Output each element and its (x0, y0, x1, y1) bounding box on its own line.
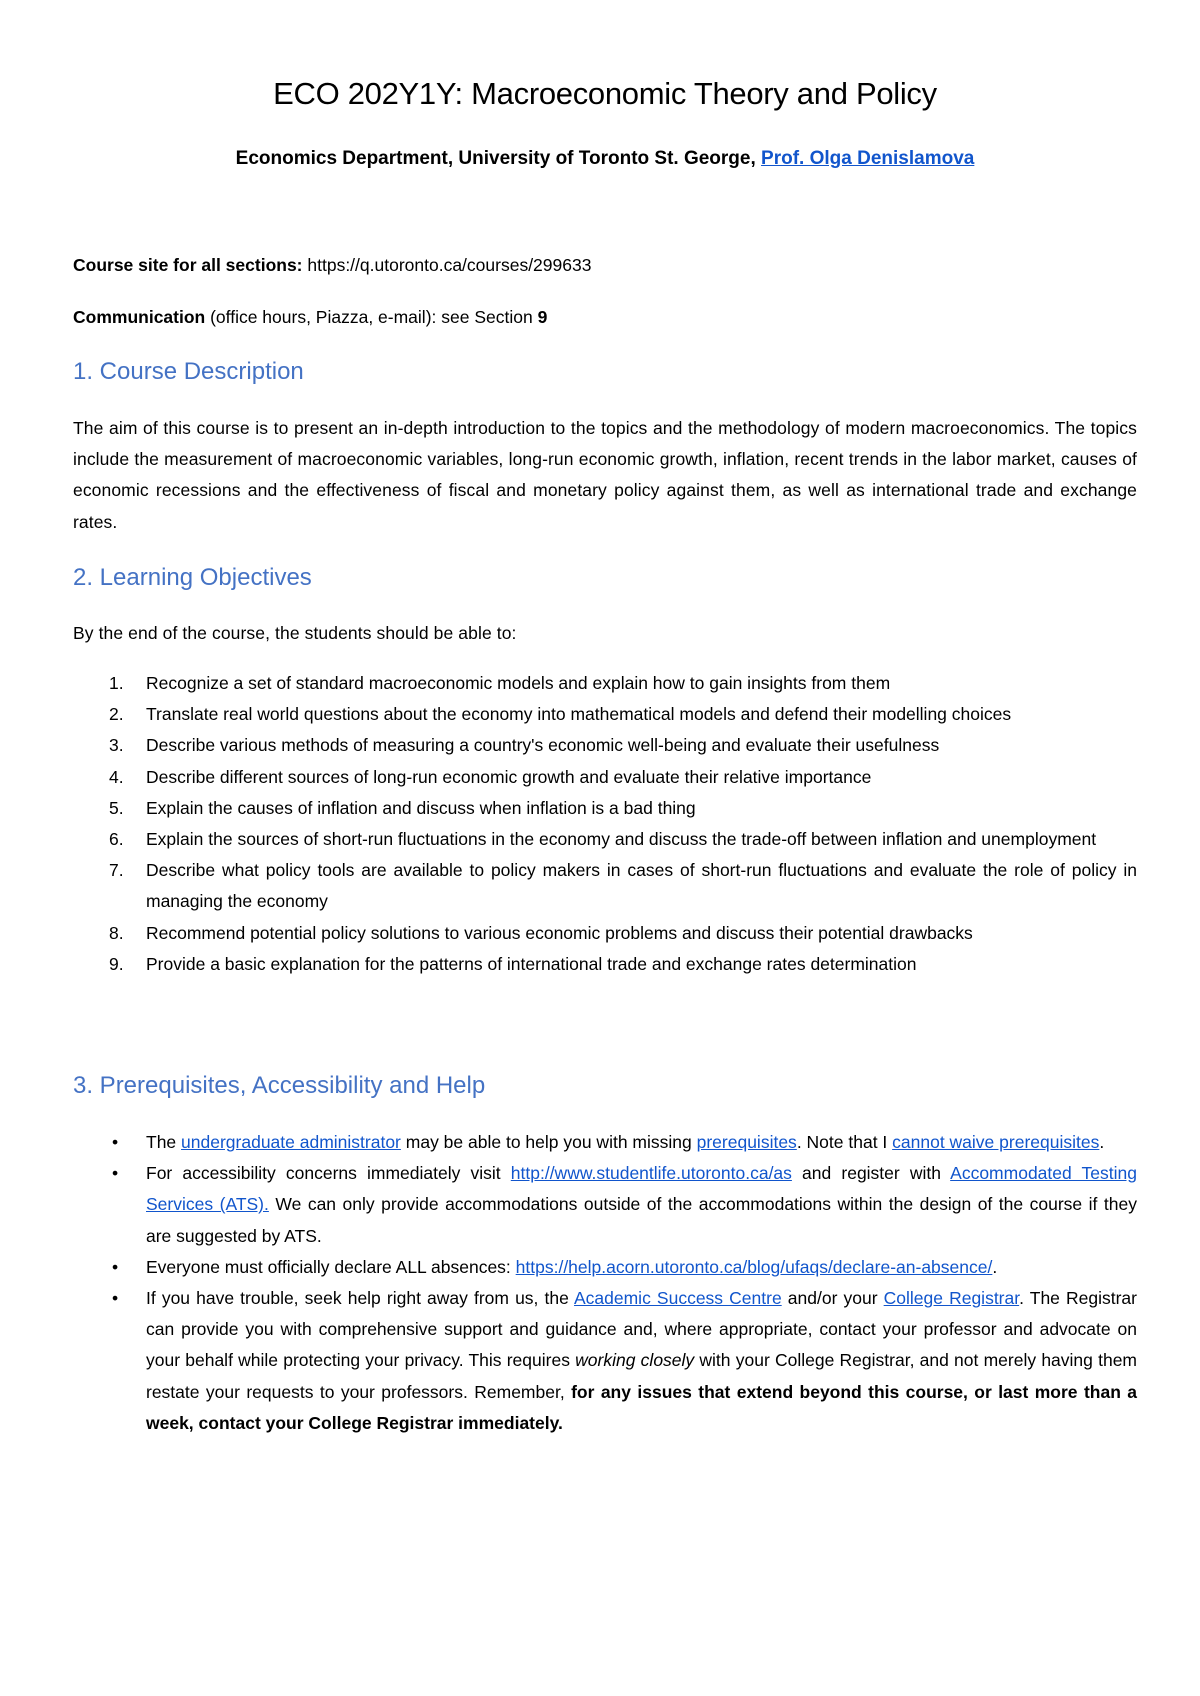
document-title: ECO 202Y1Y: Macroeconomic Theory and Policy (273, 76, 937, 111)
list-item: 7. Describe what policy tools are available to policy makers in cases of short-run fluctuations and evaluate the role of policy in managing the economy (109, 860, 1137, 912)
heading-prerequisites-help: 3. Prerequisites, Accessibility and Help (73, 1072, 486, 1099)
list-item: 6. Explain the sources of short-run fluctuations in the economy and discuss the trade-off between inflation and unemployment (109, 829, 1097, 850)
prerequisites-link[interactable]: prerequisites (696, 1132, 797, 1152)
list-item: • The undergraduate administrator may be able to help you with missing prerequisites. Note that I cannot waive prerequisites. (73, 1127, 1137, 1158)
list-item: 3. Describe various methods of measuring a country's economic well-being and evaluate their usefulness (109, 735, 940, 756)
list-item: 4. Describe different sources of long-run economic growth and evaluate their relative importance (109, 766, 872, 787)
communication-section: 9 (537, 307, 548, 327)
course-site-line (73, 252, 591, 278)
list-item: 8. Recommend potential policy solutions to various economic problems and discuss their potential drawbacks (109, 922, 973, 943)
bullet-icon: • (112, 1132, 119, 1152)
course-site-url: https://q.utoronto.ca/courses/299633 (302, 255, 592, 275)
course-description-text: The aim of this course is to present an in-depth introduction to the topics and the methodology of modern macroeconomics. The topics include the measurement of macroeconomic variables, long-run economic growth, inflation, recent trends in the labor market, causes of economic recessions and the effectiveness of fiscal and monetary policy against them, as well as international trade and exchange rates. (73, 418, 1137, 532)
heading-course-description: 1. Course Description (73, 358, 304, 385)
ats-link[interactable]: Accommodated Testing Services (ATS). (146, 1163, 1138, 1215)
list-item: 5. Explain the causes of inflation and discuss when inflation is a bad thing (109, 797, 696, 818)
heading-learning-objectives: 2. Learning Objectives (73, 564, 312, 591)
professor-link[interactable]: Prof. Olga Denislamova (761, 148, 975, 169)
communication-line (73, 304, 547, 330)
objectives-intro: By the end of the course, the students should be able to: (73, 623, 517, 643)
list-item: • Everyone must officially declare ALL absences: https://help.acorn.utoronto.ca/blog/ufaqs/declare-an-absence/. (73, 1252, 1137, 1283)
communication-label: Communication (73, 307, 206, 327)
declare-absence-link[interactable]: https://help.acorn.utoronto.ca/blog/ufaqs/declare-an-absence/ (515, 1256, 993, 1277)
undergraduate-administrator-link[interactable]: undergraduate administrator (181, 1132, 401, 1152)
studentlife-accessibility-link[interactable]: http://www.studentlife.utoronto.ca/as (510, 1163, 792, 1184)
list-item: 2. Translate real world questions about the economy into mathematical models and defend their modelling choices (109, 704, 1012, 725)
department-text: Economics Department, University of Toronto St. George, (235, 148, 762, 169)
list-item: • If you have trouble, seek help right away from us, the Academic Success Centre and/or your College Registrar. The Registrar can provide you with comprehensive support and guidance and, where appropriate, contact your professor and advocate on your behalf while protecting your privacy. This requires working closely with your College Registrar, and not merely having them restate your requests to your professors. Remember, for any issues that extend beyond this course, or last more than a week, contact your College Registrar immediately. (73, 1283, 1137, 1439)
list-item: • For accessibility concerns immediately visit http://www.studentlife.utoronto.ca/as and register with Accommodated Testing Services (ATS). We can only provide accommodations outside of the accommodations within the design of the course if they are suggested by ATS. (73, 1158, 1137, 1252)
academic-success-centre-link[interactable]: Academic Success Centre (573, 1288, 782, 1309)
help-list (73, 1127, 1137, 1439)
list-item: 9. Provide a basic explanation for the patterns of international trade and exchange rates determination (109, 953, 917, 974)
college-registrar-link[interactable]: College Registrar (883, 1288, 1020, 1309)
bullet-icon: • (112, 1256, 119, 1277)
bullet-icon: • (112, 1163, 119, 1184)
course-site-label: Course site for all sections: (73, 255, 303, 275)
communication-text: (office hours, Piazza, e-mail): see Section (205, 307, 538, 327)
document-subtitle (73, 146, 1137, 172)
registrar-warning: for any issues that extend beyond this course, or last more than a week, contact your College Registrar immediately. (146, 1381, 1138, 1433)
list-item: 1. Recognize a set of standard macroeconomic models and explain how to gain insights from them (109, 673, 891, 693)
bullet-icon: • (112, 1288, 119, 1309)
objectives-list (73, 668, 1137, 980)
cannot-waive-prerequisites-link[interactable]: cannot waive prerequisites (892, 1132, 1100, 1152)
